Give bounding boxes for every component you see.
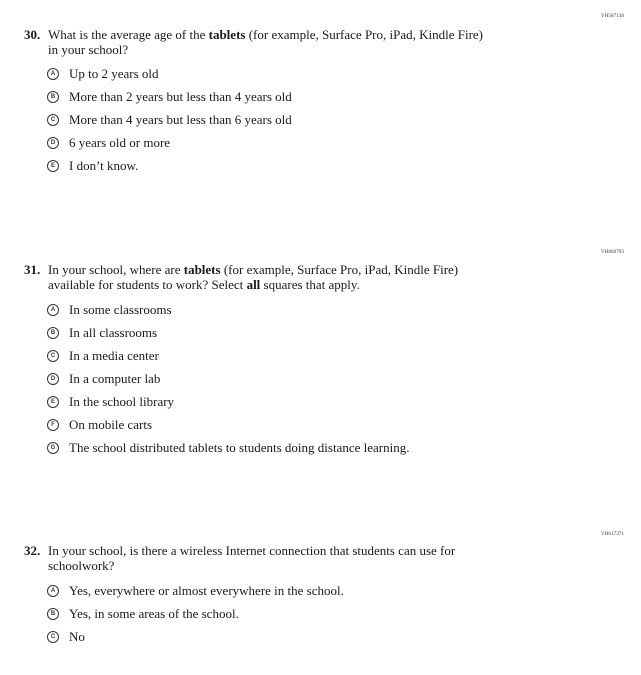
question-number: 32. [24,543,41,558]
answer-bubble-a[interactable]: A [47,304,59,316]
question-prompt [24,262,554,292]
answer-option-b[interactable] [47,602,344,625]
answer-bubble-g[interactable]: G [47,442,59,454]
answer-option-label: On mobile carts [69,416,153,432]
answer-option-label: Yes, everywhere or almost everywhere in the school. [69,582,344,598]
question-text-run: squares that apply. [260,277,360,292]
answer-bubble-b[interactable]: B [47,608,59,620]
answer-option-a[interactable] [47,579,344,602]
question-prompt [24,543,554,573]
answer-options [47,579,344,648]
emphasized-text: tablets [183,262,221,277]
question-text-run: In your school, where are [48,262,184,277]
emphasized-text: tablets [208,27,246,42]
question-text-line2 [24,277,554,292]
answer-bubble-d[interactable]: D [47,137,59,149]
answer-option-a[interactable] [47,62,292,85]
answer-option-label: Yes, in some areas of the school. [69,605,239,621]
answer-option-label: In the school library [69,393,175,409]
question-text-run: available for students to work? Select [48,277,247,292]
answer-option-c[interactable] [47,344,409,367]
answer-option-e[interactable] [47,154,292,177]
question-prompt [24,27,554,57]
answer-option-label: Up to 2 years old [69,65,159,81]
question-text-run: (for example, Surface Pro, iPad, Kindle Fire) [220,262,459,277]
question-id-code: VH860793 [600,250,624,255]
question-number: 31. [24,262,41,277]
answer-option-label: In a computer lab [69,370,161,386]
emphasized-text: all [246,277,261,292]
answer-option-label: No [69,628,85,644]
answer-option-f[interactable] [47,413,409,436]
question-text-run: In your school, is there a wireless Internet connection that students can use for [48,543,456,558]
answer-option-a[interactable] [47,298,409,321]
answer-option-g[interactable] [47,436,409,459]
question-text-line2: schoolwork? [48,558,115,573]
answer-option-label: In some classrooms [69,301,172,317]
answer-bubble-c[interactable]: C [47,114,59,126]
question-text-line2: in your school? [48,42,129,57]
answer-bubble-a[interactable]: A [47,68,59,80]
answer-option-b[interactable] [47,321,409,344]
question-id-code: VH617371 [600,532,624,537]
answer-bubble-d[interactable]: D [47,373,59,385]
question-text-line1 [48,262,458,277]
answer-option-label: More than 4 years but less than 6 years old [69,111,292,127]
question-text-run: (for example, Surface Pro, iPad, Kindle Fire) [245,27,484,42]
answer-bubble-e[interactable]: E [47,396,59,408]
answer-option-b[interactable] [47,85,292,108]
answer-bubble-a[interactable]: A [47,585,59,597]
answer-option-label: In a media center [69,347,159,363]
question-number: 30. [24,27,41,42]
answer-bubble-c[interactable]: C [47,350,59,362]
answer-bubble-b[interactable]: B [47,327,59,339]
question-text-run: What is the average age of the [48,27,209,42]
answer-option-e[interactable] [47,390,409,413]
answer-bubble-c[interactable]: C [47,631,59,643]
answer-bubble-b[interactable]: B [47,91,59,103]
answer-bubble-f[interactable]: F [47,419,59,431]
answer-options [47,62,292,177]
answer-option-d[interactable] [47,131,292,154]
answer-bubble-e[interactable]: E [47,160,59,172]
question-text-line1 [48,27,483,42]
question-id-code: VH587138 [600,14,624,19]
answer-option-label: I don’t know. [69,157,139,173]
question-text-line1 [48,543,455,558]
answer-option-d[interactable] [47,367,409,390]
answer-option-label: More than 2 years but less than 4 years old [69,88,292,104]
answer-option-c[interactable] [47,625,344,648]
answer-option-c[interactable] [47,108,292,131]
answer-option-label: 6 years old or more [69,134,171,150]
answer-option-label: In all classrooms [69,324,158,340]
answer-options [47,298,409,459]
answer-option-label: The school distributed tablets to students doing distance learning. [69,439,410,455]
